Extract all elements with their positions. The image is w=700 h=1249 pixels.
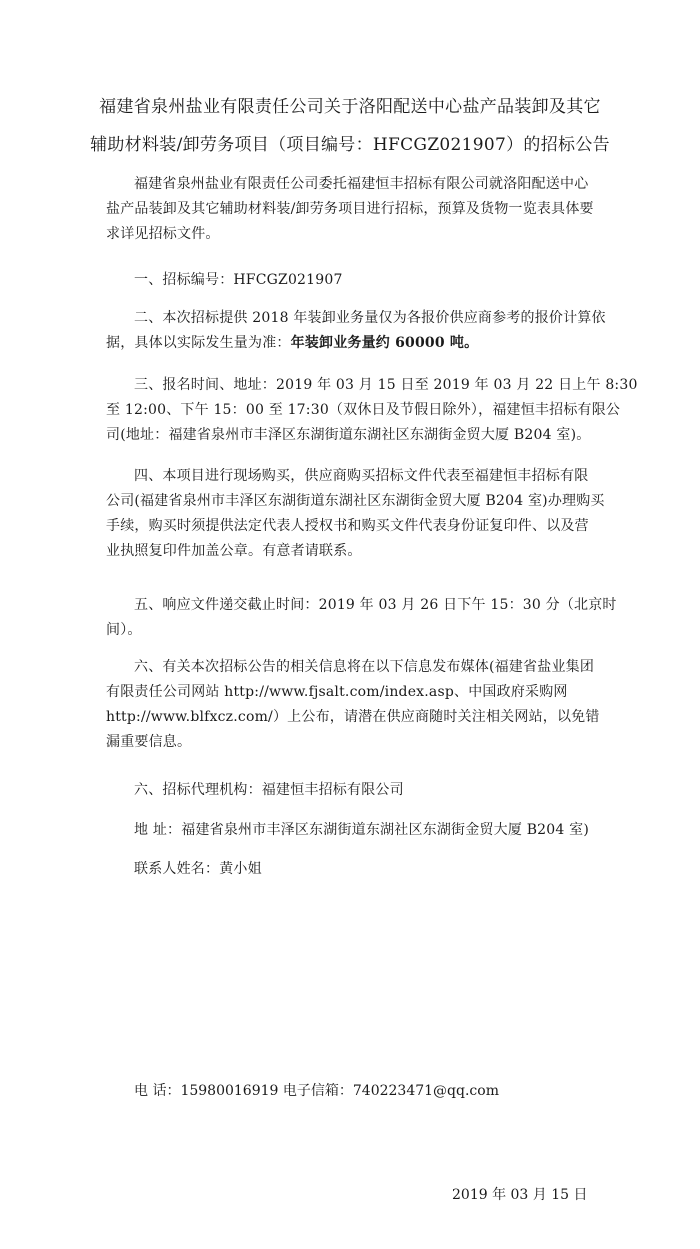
section-1-text: 一、招标编号：HFCGZ021907 [134, 272, 343, 288]
document-title-line-1: 福建省泉州盐业有限责任公司关于洛阳配送中心盐产品装卸及其它 [99, 97, 601, 117]
section-3 [106, 373, 638, 448]
signature-date: 2019 年 03 月 15 日 [452, 1187, 588, 1203]
intro-paragraph [106, 172, 594, 247]
agency-contact-block [106, 857, 594, 882]
section-6-line-4: 漏重要信息。 [106, 734, 192, 750]
section-2-line-2 [106, 331, 594, 356]
agency-name: 六、招标代理机构：福建恒丰招标有限公司 [134, 782, 404, 798]
intro-line-3: 求详见招标文件。 [106, 226, 220, 242]
section-6-line-2: 有限责任公司网站 http://www.fjsalt.com/index.asp、中国政府采购网 [106, 684, 568, 700]
section-4 [106, 464, 605, 564]
section-agency [106, 778, 594, 803]
section-6-line-1: 六、有关本次招标公告的相关信息将在以下信息发布媒体(福建省盐业集团 [134, 659, 595, 675]
section-5-line-2: 间）。 [106, 622, 142, 638]
section-2-line-2-text: 据，具体以实际发生量为准： [106, 335, 291, 351]
section-3-line-3: 司(地址：福建省泉州市丰泽区东湖街道东湖社区东湖街金贸大厦 B204 室)。 [106, 427, 591, 443]
section-6-line-3: http://www.blfxcz.com/）上公布，请潜在供应商随时关注相关网站，以免错 [106, 709, 600, 725]
section-3-line-2: 至 12:00、下午 15：00 至 17:30（双休日及节假日除外），福建恒丰招标有限公 [106, 402, 621, 418]
section-6 [106, 655, 600, 755]
section-4-line-3: 手续，购买时须提供法定代表人授权书和购买文件代表身份证复印件、以及营 [106, 518, 589, 534]
section-4-line-4: 业执照复印件加盖公章。有意者请联系。 [106, 543, 362, 559]
intro-line-1: 福建省泉州盐业有限责任公司委托福建恒丰招标有限公司就洛阳配送中心 [134, 176, 589, 192]
section-5-line-1: 五、响应文件递交截止时间：2019 年 03 月 26 日下午 15：30 分（北京时 [134, 597, 617, 613]
contact-person: 联系人姓名：黄小姐 [134, 861, 262, 877]
section-4-line-2: 公司(福建省泉州市丰泽区东湖街道东湖社区东湖街金贸大厦 B204 室)办理购买 [106, 493, 605, 509]
section-3-line-1: 三、报名时间、地址：2019 年 03 月 15 日至 2019 年 03 月 22 日上午 8:30 [134, 377, 638, 393]
section-2-line-1: 二、本次招标提供 2018 年装卸业务量仅为各报价供应商参考的报价计算依 [134, 310, 606, 326]
intro-line-2: 盐产品装卸及其它辅助材料装/卸劳务项目进行招标，预算及货物一览表具体要 [106, 201, 594, 217]
annual-volume-highlight: 年装卸业务量约 60000 吨。 [290, 335, 479, 351]
section-2 [106, 306, 606, 356]
section-5 [106, 593, 617, 643]
agency-address: 地 址：福建省泉州市丰泽区东湖街道东湖社区东湖街金贸大厦 B204 室) [134, 822, 590, 838]
agency-address-block [106, 818, 594, 843]
section-1 [106, 268, 594, 293]
document-title-line-2: 辅助材料装/卸劳务项目（项目编号：HFCGZ021907）的招标公告 [90, 135, 610, 155]
phone-email-line: 电 话：15980016919 电子信箱：740223471@qq.com [134, 1083, 499, 1099]
section-4-line-1: 四、本项目进行现场购买，供应商购买招标文件代表至福建恒丰招标有限 [134, 468, 589, 484]
